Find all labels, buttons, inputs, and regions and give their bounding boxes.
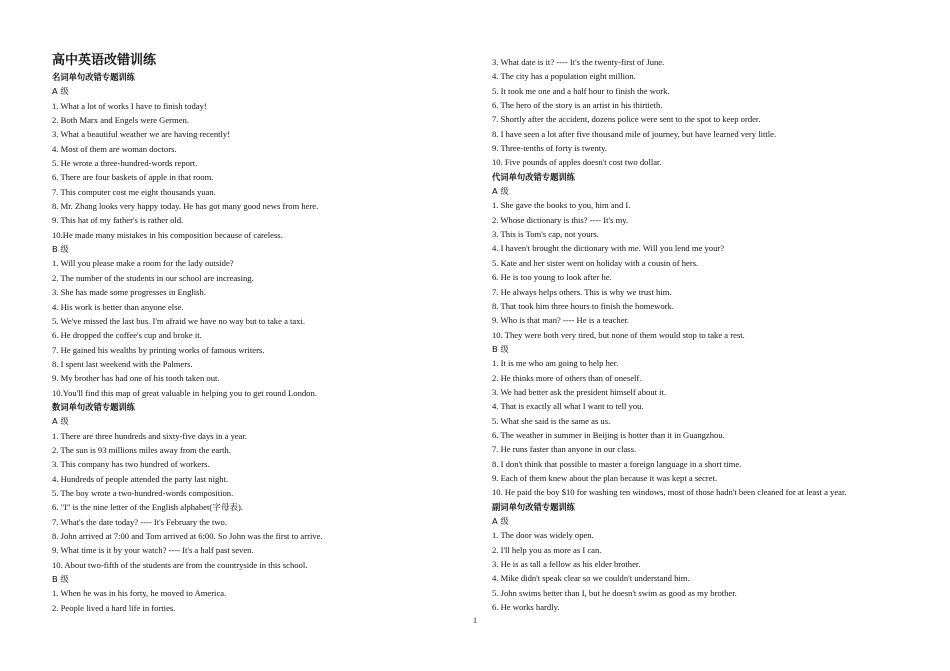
exercise-sentence: 5. The boy wrote a two-hundred-words composition. (52, 487, 234, 498)
page-title: 高中英语改错训练 (52, 53, 157, 68)
section-heading: 数词单句改错专题训练 (52, 401, 135, 412)
exercise-sentence: 7. What's the date today? ---- It's February the two. (52, 516, 227, 527)
exercise-sentence: 9. My brother has had one of his tooth taken out. (52, 373, 220, 384)
right-column-lines (492, 55, 932, 614)
exercise-sentence: 3. This is Tom's cap, not yours. (492, 229, 599, 240)
exercise-sentence: 2. Whose dictionary is this? ---- It's my. (492, 214, 629, 225)
exercise-sentence: 6. "I" is the nine letter of the English alphabet(字母表). (52, 502, 244, 513)
level-label: A 级 (52, 416, 69, 427)
exercise-sentence: 4. Most of them are woman doctors. (52, 143, 177, 154)
exercise-sentence: 3. This company has two hundred of workers. (52, 459, 210, 470)
exercise-sentence: 2. The number of the students in our school are increasing. (52, 272, 254, 283)
exercise-sentence: 6. He dropped the coffee's cup and broke it. (52, 330, 202, 341)
exercise-sentence: 7. Shortly after the accident, dozens police were sent to the spot to keep order. (492, 114, 761, 125)
exercise-sentence: 1. Will you please make a room for the lady outside? (52, 258, 234, 269)
exercise-sentence: 5. He wrote a three-hundred-words report. (52, 158, 198, 169)
exercise-sentence: 2. The sun is 93 millions miles away from the earth. (52, 444, 231, 455)
exercise-sentence: 3. What date is it? ---- It's the twenty-first of June. (492, 57, 665, 67)
exercise-sentence: 1. The door was widely open. (492, 530, 594, 541)
exercise-sentence: 7. This computer cost me eight thousands yuan. (52, 186, 216, 197)
level-label: B 级 (492, 343, 509, 354)
exercise-sentence: 5. We've missed the last bus. I'm afraid we have no way but to take a taxi. (52, 315, 306, 326)
exercise-sentence: 6. He is too young to look after he. (492, 272, 612, 283)
right-column (492, 55, 932, 614)
exercise-sentence: 2. He thinks more of others than of oneself. (492, 372, 642, 383)
level-label: B 级 (52, 574, 69, 585)
exercise-sentence: 5. John swims better than I, but he doesn't swim as good as my brother. (492, 587, 737, 598)
exercise-sentence: 9. Each of them knew about the plan because it was kept a secret. (492, 472, 718, 483)
exercise-sentence: 4. That is exactly all what I want to tell you. (492, 401, 644, 412)
exercise-sentence: 6. The hero of the story is an artist in his thirtieth. (492, 100, 663, 111)
exercise-sentence: 4. The city has a population eight million. (492, 71, 636, 82)
exercise-sentence: 1. There are three hundreds and sixty-five days in a year. (52, 430, 248, 441)
exercise-sentence: 8. John arrived at 7:00 and Tom arrived at 6:00. So John was the first to arrive. (52, 531, 323, 541)
exercise-sentence: 7. He always helps others. This is why we trust him. (492, 286, 672, 297)
exercise-sentence: 4. I haven't brought the dictionary with me. Will you lend me your? (492, 243, 725, 254)
exercise-sentence: 5. What she said is the same as us. (492, 415, 611, 426)
exercise-sentence: 3. We had better ask the president himself about it. (492, 386, 667, 397)
exercise-sentence: 9. Three-tenths of forty is twenty. (492, 143, 608, 154)
exercise-sentence: 9. This hat of my father's is rather old. (52, 215, 184, 226)
exercise-sentence: 10. He paid the boy $10 for washing ten windows, most of those hadn't been cleaned for at least a year. (492, 487, 847, 498)
exercise-sentence: 1. What a lot of works I have to finish today! (52, 100, 207, 111)
exercise-sentence: 4. His work is better than anyone else. (52, 301, 184, 312)
exercise-sentence: 6. There are four baskets of apple in that room. (52, 172, 214, 183)
exercise-sentence: 3. She has made some progresses in English. (52, 287, 206, 298)
exercise-sentence: 2. People lived a hard life in forties. (52, 602, 176, 613)
exercise-sentence: 10. They were both very tired, but none of them would stop to take a rest. (492, 329, 745, 340)
level-label: A 级 (52, 86, 69, 97)
page-number: 1 (473, 616, 477, 625)
section-heading: 名词单句改错专题训练 (52, 72, 135, 82)
level-label: B 级 (52, 244, 69, 255)
exercise-sentence: 2. I'll help you as more as I can. (492, 544, 602, 555)
level-label: A 级 (492, 186, 509, 197)
exercise-sentence: 1. It is me who am going to help her. (492, 358, 619, 369)
exercise-sentence: 1. She gave the books to you, him and I. (492, 200, 631, 211)
exercise-sentence: 8. Mr. Zhang looks very happy today. He has got many good news from here. (52, 201, 319, 212)
left-column (52, 52, 472, 615)
exercise-sentence: 8. That took him three hours to finish the homework. (492, 300, 674, 311)
exercise-sentence: 9. What time is it by your watch? ---- It's a half past seven. (52, 545, 254, 556)
exercise-sentence: 4. Hundreds of people attended the party last night. (52, 473, 229, 484)
exercise-sentence: 10. About two-fifth of the students are from the countryside in this school. (52, 559, 308, 570)
exercise-sentence: 5. Kate and her sister went on holiday with a cousin of hers. (492, 257, 699, 268)
exercise-sentence: 6. The weather in summer in Beijing is hotter than it in Guangzhou. (492, 429, 725, 440)
exercise-sentence: 1. When he was in his forty, he moved to America. (52, 588, 227, 599)
exercise-sentence: 3. What a beautiful weather we are having recently! (52, 129, 231, 140)
exercise-sentence: 5. It took me one and a half hour to finish the work. (492, 85, 670, 96)
section-heading: 副词单句改错专题训练 (492, 501, 575, 512)
exercise-sentence: 7. He runs faster than anyone in our class. (492, 444, 637, 455)
level-label: A 级 (492, 516, 509, 526)
exercise-sentence: 10. Five pounds of apples doesn't cost two dollar. (492, 157, 662, 168)
exercise-sentence: 6. He works hardly. (492, 602, 560, 613)
exercise-sentence: 10.He made many mistakes in his composition because of careless. (52, 229, 283, 240)
exercise-sentence: 8. I spent last weekend with the Palmers. (52, 358, 193, 369)
exercise-sentence: 2. Both Marx and Engels were Germen. (52, 115, 189, 126)
left-column-lines (52, 70, 472, 615)
exercise-sentence: 8. I have seen a lot after five thousand mile of journey, but have learned very little. (492, 128, 777, 139)
exercise-sentence: 10.You'll find this map of great valuable in helping you to get round London. (52, 387, 317, 398)
section-heading: 代词单句改错专题训练 (492, 171, 575, 182)
exercise-sentence: 8. I don't think that possible to master a foreign language in a short time. (492, 458, 742, 469)
exercise-sentence: 7. He gained his wealths by printing works of famous writers. (52, 344, 265, 355)
exercise-sentence: 9. Who is that man? ---- He is a teacher. (492, 315, 630, 326)
exercise-sentence: 3. He is as tall a fellow as his elder brother. (492, 559, 641, 570)
exercise-sentence: 4. Mike didn't speak clear so we couldn't understand him. (492, 573, 690, 584)
